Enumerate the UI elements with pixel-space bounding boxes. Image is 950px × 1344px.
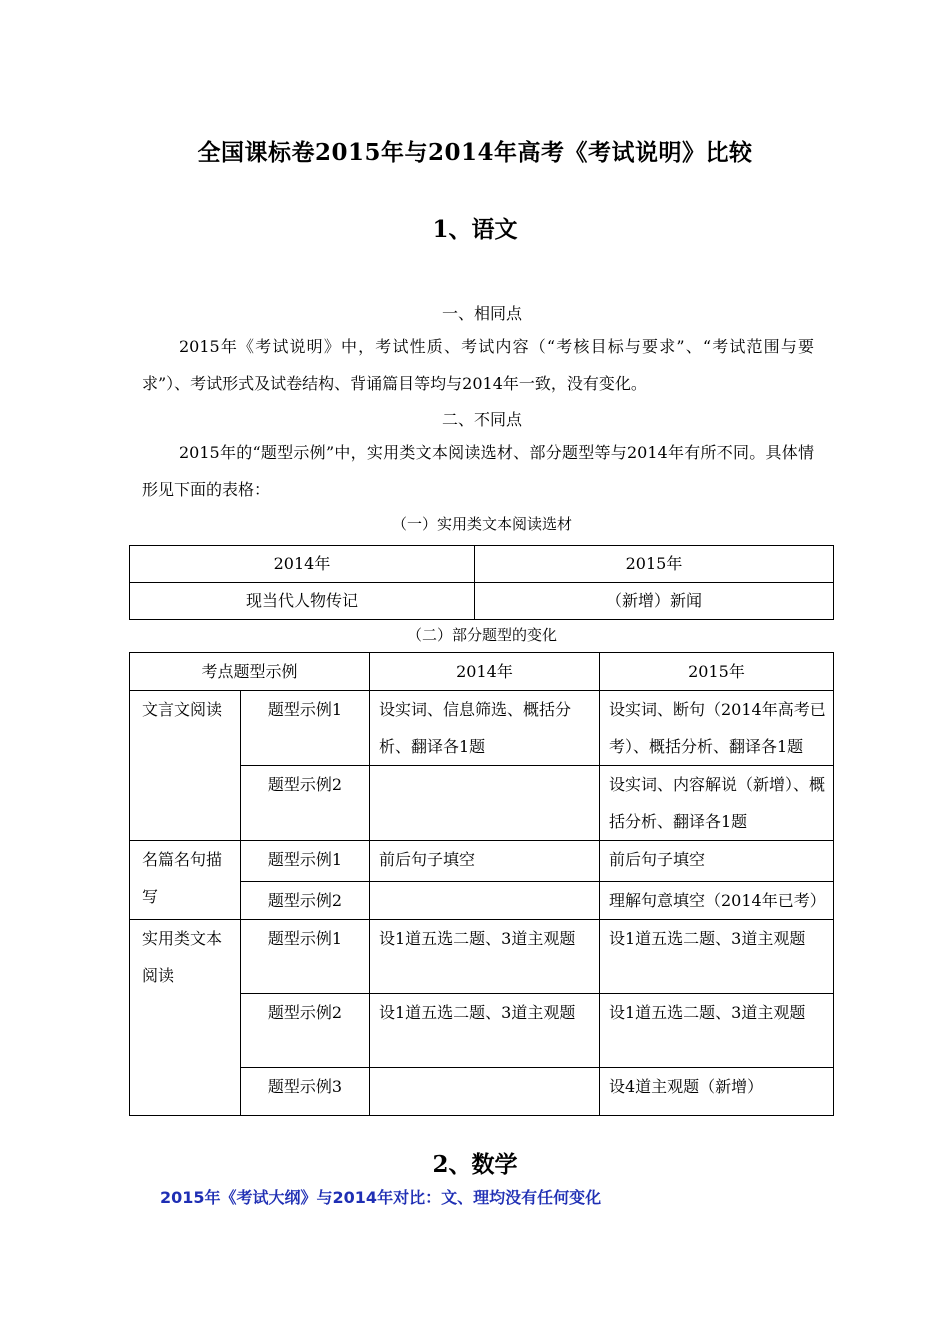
section-heading-chinese: 1、语文: [432, 216, 518, 243]
table2-caption: （二）部分题型的变化: [406, 626, 557, 644]
table2-example: 题型示例2: [241, 882, 370, 920]
table2-cell-2015: 设1道五选二题、3道主观题: [600, 994, 834, 1068]
table1-header-2015: 2015年: [475, 546, 834, 583]
table2-cell-2015: 理解句意填空（2014年已考）: [600, 882, 834, 920]
table2-example: 题型示例3: [241, 1068, 370, 1116]
table2-example: 题型示例2: [241, 766, 370, 841]
same-points-paragraph: 2015年《考试说明》中，考试性质、考试内容（“考核目标与要求”、“考试范围与要求”）、考试形式及试卷结构、背诵篇目等均与2014年一致，没有变化。: [142, 337, 814, 393]
table1-header-2014: 2014年: [130, 546, 475, 583]
table2-example: 题型示例2: [241, 994, 370, 1068]
diff-points-paragraph: 2015年的“题型示例”中，实用类文本阅读选材、部分题型等与2014年有所不同。具体情形见下面的表格：: [142, 443, 814, 499]
table2-cell-2014: [370, 882, 600, 920]
table2-category: 实用类文本阅读: [130, 920, 241, 1116]
table2-cell-2015: 设4道主观题（新增）: [600, 1068, 834, 1116]
table2-cell-2014: 设1道五选二题、3道主观题: [370, 920, 600, 994]
table2-category: 名篇名句描写: [130, 841, 241, 920]
table2-cell-2014: 设1道五选二题、3道主观题: [370, 994, 600, 1068]
table2-example: 题型示例1: [241, 841, 370, 882]
reading-material-table: [129, 545, 834, 620]
table2-cell-2015: 设1道五选二题、3道主观题: [600, 920, 834, 994]
table2-cell-2015: 设实词、内容解说（新增）、概括分析、翻译各1题: [600, 766, 834, 841]
table1-cell-2015: （新增）新闻: [475, 583, 834, 620]
table2-cell-2015: 设实词、断句（2014年高考已考）、概括分析、翻译各1题: [600, 691, 834, 766]
table2-cell-2014: 前后句子填空: [370, 841, 600, 882]
table2-header-2015: 2015年: [600, 653, 834, 691]
table1-cell-2014: 现当代人物传记: [130, 583, 475, 620]
same-points-heading: 一、相同点: [441, 304, 522, 323]
table2-cell-2014: [370, 766, 600, 841]
table1-caption: （一）实用类文本阅读选材: [391, 515, 572, 533]
table2-header-type: 考点题型示例: [130, 653, 370, 691]
table2-cell-2014: [370, 1068, 600, 1116]
diff-points-heading: 二、不同点: [441, 410, 522, 429]
table2-category: 文言文阅读: [130, 691, 241, 841]
document-title: 全国课标卷2015年与2014年高考《考试说明》比较: [197, 139, 753, 166]
question-type-table: [129, 652, 834, 1116]
section-heading-math: 2、数学: [432, 1151, 518, 1178]
table2-header-2014: 2014年: [370, 653, 600, 691]
math-summary-line: 2015年《考试大纲》与2014年对比：文、理均没有任何变化: [160, 1188, 602, 1207]
table2-example: 题型示例1: [241, 691, 370, 766]
table2-cell-2014: 设实词、信息筛选、概括分析、翻译各1题: [370, 691, 600, 766]
table2-cell-2015: 前后句子填空: [600, 841, 834, 882]
table2-example: 题型示例1: [241, 920, 370, 994]
